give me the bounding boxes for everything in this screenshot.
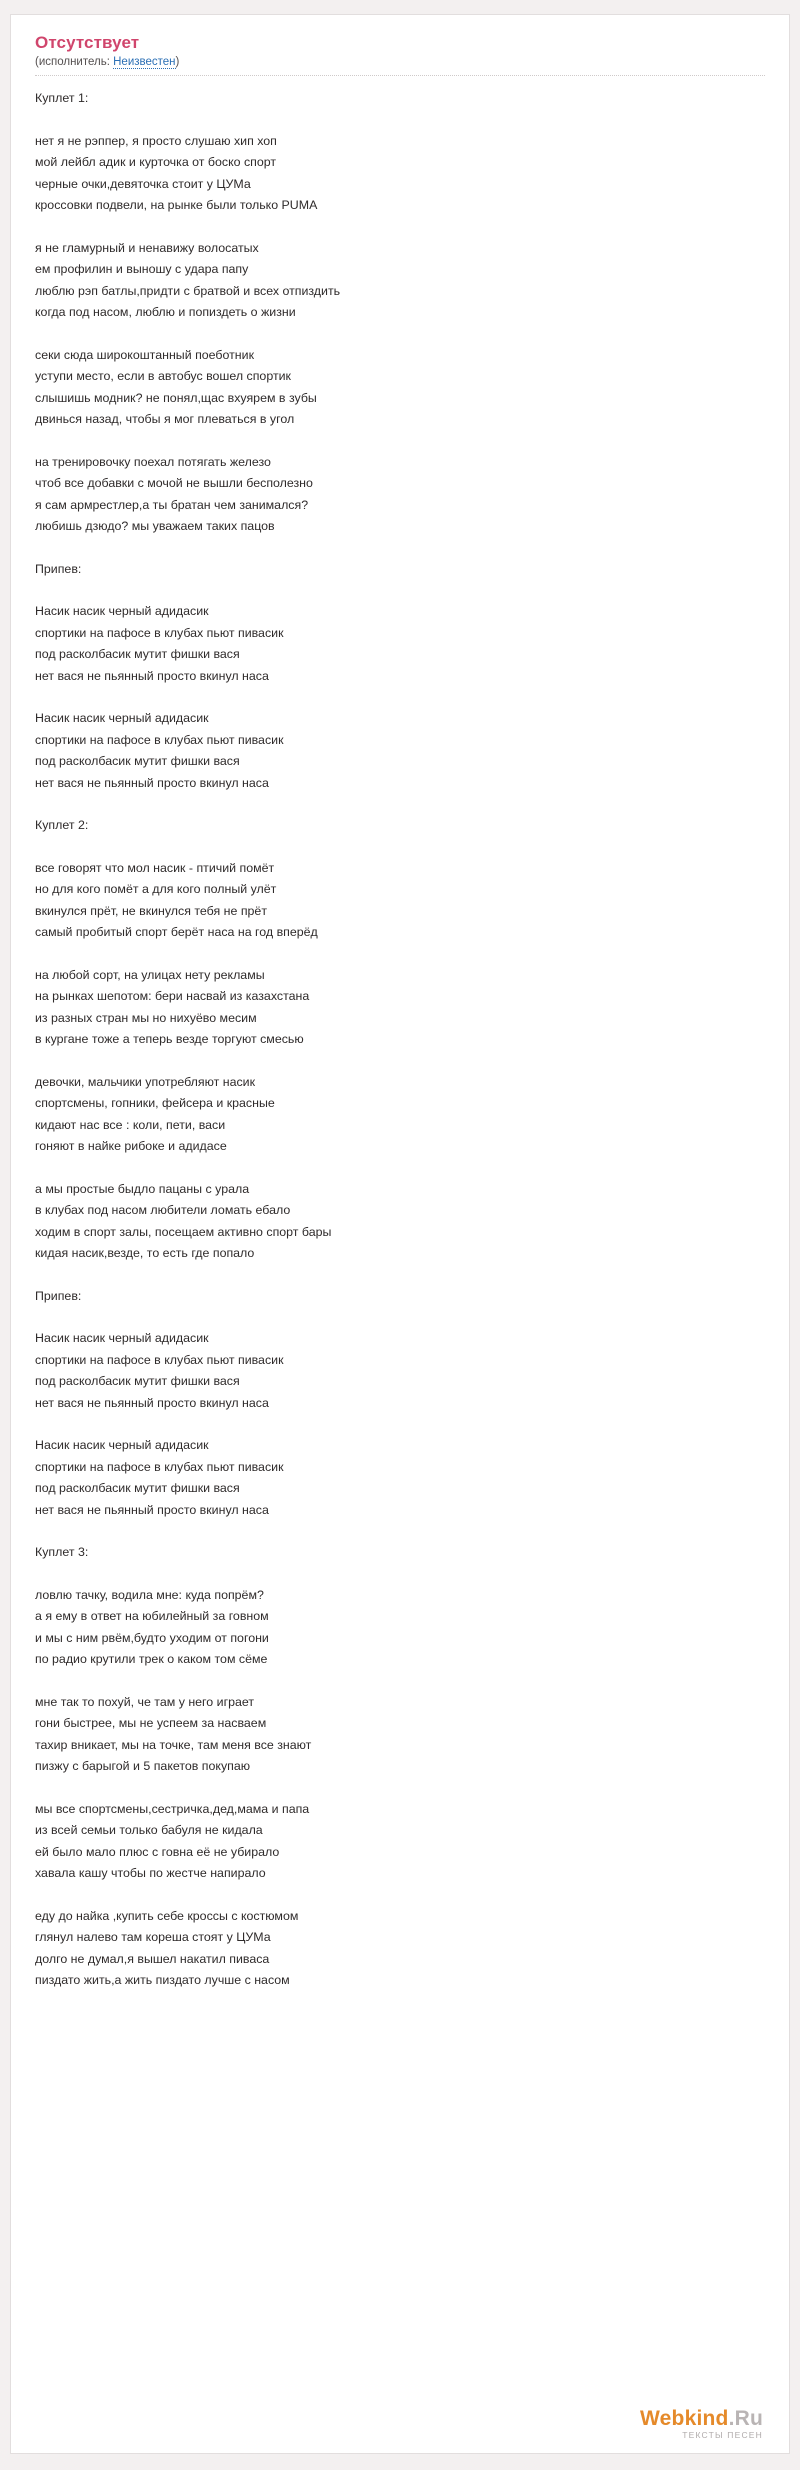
lyrics-line: на любой сорт, на улицах нету рекламы xyxy=(35,967,265,982)
lyrics-block xyxy=(35,131,767,217)
lyrics-block xyxy=(35,1435,767,1521)
lyrics-block xyxy=(35,1906,767,1992)
lyrics-line: ем профилин и выношу с удара папу xyxy=(35,262,249,276)
lyrics-line: спортики на пафосе в клубах пьют пивасик xyxy=(35,625,284,640)
lyrics-body xyxy=(35,88,767,1992)
lyrics-block xyxy=(35,1692,767,1778)
lyrics-line: пиздато жить,а жить пиздато лучше с насом xyxy=(35,1973,290,1987)
lyrics-block xyxy=(35,1585,767,1671)
artist-prefix: (исполнитель: xyxy=(35,56,110,68)
lyrics-line: а я ему в ответ на юбилейный за говном xyxy=(35,1609,269,1623)
lyrics-line: любишь дзюдо? мы уважаем таких пацов xyxy=(35,519,275,533)
lyrics-block xyxy=(35,88,767,110)
lyrics-line: нет вася не пьянный просто вкинул наса xyxy=(35,775,269,790)
lyrics-block xyxy=(35,1328,767,1414)
lyrics-line: девочки, мальчики употребляют насик xyxy=(35,1074,256,1089)
brand-logo xyxy=(640,2408,763,2429)
lyrics-line: когда под насом, люблю и попиздеть о жизни xyxy=(35,305,296,319)
lyrics-line: секи сюда широкоштанный поеботник xyxy=(35,347,254,362)
lyrics-line: гоняют в найке рибоке и адидасе xyxy=(35,1139,227,1153)
lyrics-line: по радио крутили трек о каком том сёме xyxy=(35,1652,268,1666)
lyrics-line: в клубах под насом любители ломать ебало xyxy=(35,1203,291,1217)
lyrics-line: еду до найка ,купить себе кроссы с костюмом xyxy=(35,1908,299,1923)
site-branding xyxy=(640,2408,763,2440)
lyrics-line: слышишь модник? не понял,щас вхуярем в зубы xyxy=(35,390,317,405)
lyrics-line: кидают нас все : коли, пети, васи xyxy=(35,1117,226,1132)
lyrics-block xyxy=(35,345,767,431)
lyrics-line: в кургане тоже а теперь везде торгуют смесью xyxy=(35,1032,304,1046)
lyrics-block xyxy=(35,1286,767,1308)
lyrics-line: на тренировочку поехал потягать железо xyxy=(35,454,271,469)
lyrics-line: ей было мало плюс с говна её не убирало xyxy=(35,1844,280,1859)
lyrics-line: Куплет 2: xyxy=(35,818,89,832)
lyrics-line: чтоб все добавки с мочой не вышли бесполезно xyxy=(35,476,313,490)
lyrics-line: на рынках шепотом: бери насвай из казахстана xyxy=(35,989,310,1003)
lyrics-line: ходим в спорт залы, посещаем активно спорт бары xyxy=(35,1224,332,1239)
lyrics-line: из всей семьи только бабуля не кидала xyxy=(35,1823,263,1837)
lyrics-line: спортсмены, гопники, фейсера и красные xyxy=(35,1096,275,1110)
lyrics-line: мы все спортсмены,сестричка,дед,мама и папа xyxy=(35,1801,310,1816)
lyrics-block xyxy=(35,601,767,687)
lyrics-block xyxy=(35,965,767,1051)
lyrics-block xyxy=(35,238,767,324)
lyrics-block xyxy=(35,708,767,794)
lyrics-line: черные очки,девяточка стоит у ЦУМа xyxy=(35,176,251,191)
lyrics-block xyxy=(35,858,767,944)
lyrics-line: уступи место, если в автобус вошел спортик xyxy=(35,369,291,383)
lyrics-line: я не гламурный и ненавижу волосатых xyxy=(35,240,259,255)
lyrics-line: все говорят что мол насик - птичий помёт xyxy=(35,860,275,875)
lyrics-line: вкинулся прёт, не вкинулся тебя не прёт xyxy=(35,903,267,918)
lyrics-line: Припев: xyxy=(35,561,82,576)
lyrics-line: мой лейбл адик и курточка от боско спорт xyxy=(35,155,277,169)
lyrics-line: мне так то похуй, че там у него играет xyxy=(35,1694,255,1709)
lyrics-sheet xyxy=(10,14,790,2454)
lyrics-line: под расколбасик мутит фишки вася xyxy=(35,1374,240,1388)
lyrics-line: а мы простые быдло пацаны с урала xyxy=(35,1181,250,1196)
lyrics-line: спортики на пафосе в клубах пьют пивасик xyxy=(35,1459,284,1474)
lyrics-line: кидая насик,везде, то есть где попало xyxy=(35,1246,255,1260)
lyrics-line: из разных стран мы но нихуёво месим xyxy=(35,1010,257,1025)
brand-domain: .Ru xyxy=(728,2406,763,2430)
lyrics-line: двинься назад, чтобы я мог плеваться в угол xyxy=(35,412,295,426)
header-divider xyxy=(35,75,765,76)
lyrics-line: и мы с ним рвём,будто уходим от погони xyxy=(35,1630,269,1645)
lyrics-line: нет вася не пьянный просто вкинул наса xyxy=(35,1395,269,1410)
lyrics-line: но для кого помёт а для кого полный улёт xyxy=(35,882,277,896)
lyrics-block xyxy=(35,452,767,538)
lyrics-line: нет вася не пьянный просто вкинул наса xyxy=(35,668,269,683)
lyrics-block xyxy=(35,1179,767,1265)
lyrics-block xyxy=(35,1072,767,1158)
lyrics-block xyxy=(35,559,767,581)
lyrics-line: Насик насик черный адидасик xyxy=(35,1438,209,1452)
artist-link[interactable]: Неизвестен xyxy=(113,56,176,68)
lyrics-line: пизжу с барыгой и 5 пакетов покупаю xyxy=(35,1759,251,1773)
lyrics-line: спортики на пафосе в клубах пьют пивасик xyxy=(35,1352,284,1367)
lyrics-block xyxy=(35,1799,767,1885)
lyrics-line: гони быстрее, мы не успеем за насваем xyxy=(35,1716,267,1730)
lyrics-line: нет я не рэппер, я просто слушаю хип хоп xyxy=(35,133,277,148)
lyrics-line: долго не думал,я вышел накатил пиваса xyxy=(35,1951,270,1966)
lyrics-line: Припев: xyxy=(35,1288,82,1303)
brand-tagline: ТЕКСТЫ ПЕСЕН xyxy=(682,2429,763,2440)
lyrics-line: под расколбасик мутит фишки вася xyxy=(35,647,240,661)
lyrics-line: нет вася не пьянный просто вкинул наса xyxy=(35,1502,269,1517)
artist-line xyxy=(35,56,767,68)
lyrics-line: глянул налево там кореша стоят у ЦУМа xyxy=(35,1930,271,1944)
lyrics-line: Куплет 3: xyxy=(35,1545,89,1559)
lyrics-line: тахир вникает, мы на точке, там меня все знают xyxy=(35,1737,312,1752)
lyrics-block xyxy=(35,1542,767,1564)
lyrics-line: люблю рэп батлы,придти с братвой и всех отпиздить xyxy=(35,283,341,298)
lyrics-line: Насик насик черный адидасик xyxy=(35,604,209,618)
lyrics-line: под расколбасик мутит фишки вася xyxy=(35,754,240,768)
lyrics-line: Насик насик черный адидасик xyxy=(35,1331,209,1345)
lyrics-line: кроссовки подвели, на рынке были только PUMA xyxy=(35,198,318,212)
lyrics-line: самый пробитый спорт берёт наса на год вперёд xyxy=(35,925,318,939)
lyrics-line: под расколбасик мутит фишки вася xyxy=(35,1481,240,1495)
lyrics-block xyxy=(35,815,767,837)
lyrics-line: хавала кашу чтобы по жестче напирало xyxy=(35,1866,266,1880)
artist-suffix: ) xyxy=(175,56,180,68)
lyrics-line: ловлю тачку, водила мне: куда попрём? xyxy=(35,1587,264,1602)
lyrics-line: спортики на пафосе в клубах пьют пивасик xyxy=(35,732,284,747)
brand-name: Webkind xyxy=(640,2406,729,2430)
lyrics-line: Куплет 1: xyxy=(35,91,89,105)
lyrics-line: Насик насик черный адидасик xyxy=(35,711,209,725)
lyrics-line: я сам армрестлер,а ты братан чем занимался? xyxy=(35,497,309,512)
page-title: Отсутствует xyxy=(35,33,140,52)
